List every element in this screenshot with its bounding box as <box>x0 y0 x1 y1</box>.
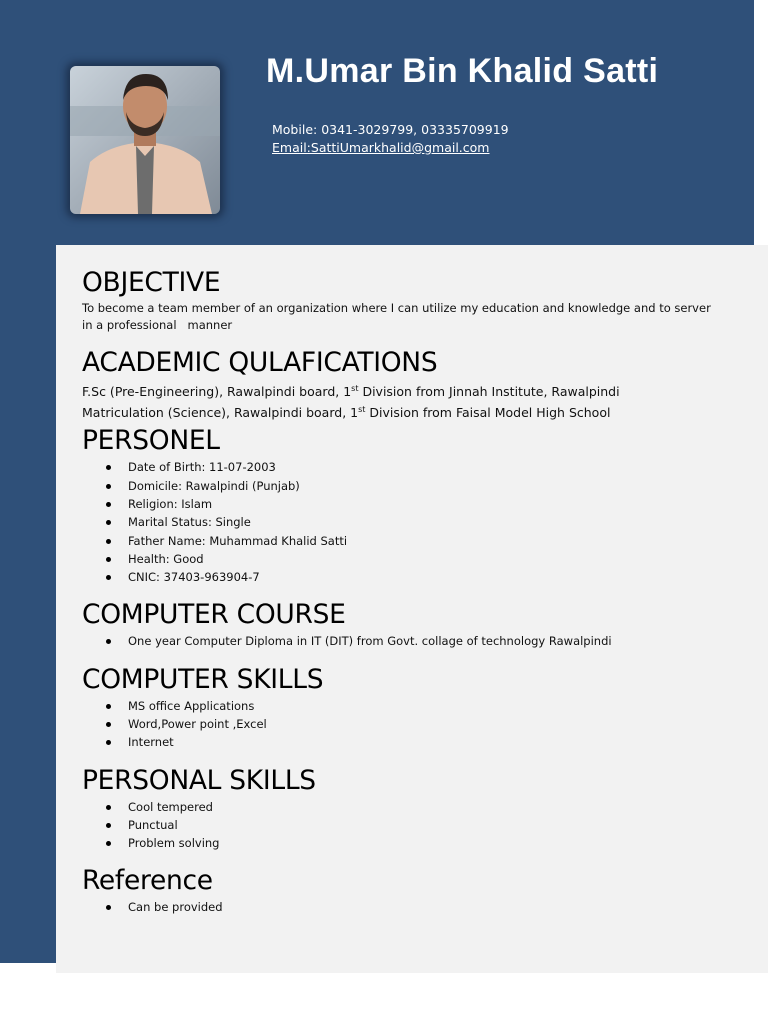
resume-body <box>82 266 732 917</box>
list-item: Date of Birth: 11-07-2003 <box>82 458 732 476</box>
list-item: Marital Status: Single <box>82 513 732 531</box>
computer-course-heading: COMPUTER COURSE <box>82 599 346 631</box>
list-item: Internet <box>82 733 732 751</box>
list-item: Punctual <box>82 816 732 834</box>
academic-item-fsc <box>82 380 732 401</box>
academic-matric-text: Matriculation (Science), Rawalpindi board, 1 <box>82 405 359 421</box>
academic-matric-sup: st <box>358 405 366 415</box>
list-item: MS office Applications <box>82 697 732 715</box>
reference-heading: Reference <box>82 865 213 897</box>
left-accent-strip <box>0 245 56 963</box>
list-item: Domicile: Rawalpindi (Punjab) <box>82 477 732 495</box>
computer-skills-heading: COMPUTER SKILLS <box>82 663 324 695</box>
academic-fsc-text: F.Sc (Pre-Engineering), Rawalpindi board, 1 <box>82 384 352 400</box>
list-item: CNIC: 37403-963904-7 <box>82 568 732 586</box>
academic-matric-text-end: Division from Faisal Model High School <box>365 405 611 421</box>
list-item: Cool tempered <box>82 798 732 816</box>
mobile-number: Mobile: 0341-3029799, 03335709919 <box>272 122 509 137</box>
list-item: Health: Good <box>82 550 732 568</box>
computer-course-list <box>82 632 732 650</box>
contact-info <box>272 121 509 157</box>
objective-heading: OBJECTIVE <box>82 267 221 298</box>
academic-item-matric <box>82 401 732 422</box>
objective-text-line-1: To become a team member of an organization where I can utilize my education and knowledge and to server <box>82 301 711 315</box>
list-item: Can be provided <box>82 898 732 916</box>
list-item: Word,Power point ,Excel <box>82 715 732 733</box>
list-item: One year Computer Diploma in IT (DIT) from Govt. collage of technology Rawalpindi <box>82 632 732 650</box>
list-item: Problem solving <box>82 834 732 852</box>
academic-heading: ACADEMIC QULAFICATIONS <box>82 347 438 378</box>
computer-skills-list <box>82 697 732 752</box>
list-item: Father Name: Muhammad Khalid Satti <box>82 532 732 550</box>
objective-text-line-2: in a professional manner <box>82 318 233 332</box>
personal-list <box>82 458 732 586</box>
academic-fsc-sup: st <box>351 384 359 393</box>
personal-skills-heading: PERSONAL SKILLS <box>82 764 316 796</box>
candidate-name: M.Umar Bin Khalid Satti <box>266 52 659 90</box>
profile-photo <box>70 66 220 214</box>
email-link[interactable]: Email:SattiUmarkhalid@gmail.com <box>272 140 490 155</box>
personal-skills-list <box>82 798 732 853</box>
academic-fsc-text-end: Division from Jinnah Institute, Rawalpindi <box>358 384 620 400</box>
reference-list <box>82 898 732 916</box>
personal-heading: PERSONEL <box>82 425 220 457</box>
list-item: Religion: Islam <box>82 495 732 513</box>
